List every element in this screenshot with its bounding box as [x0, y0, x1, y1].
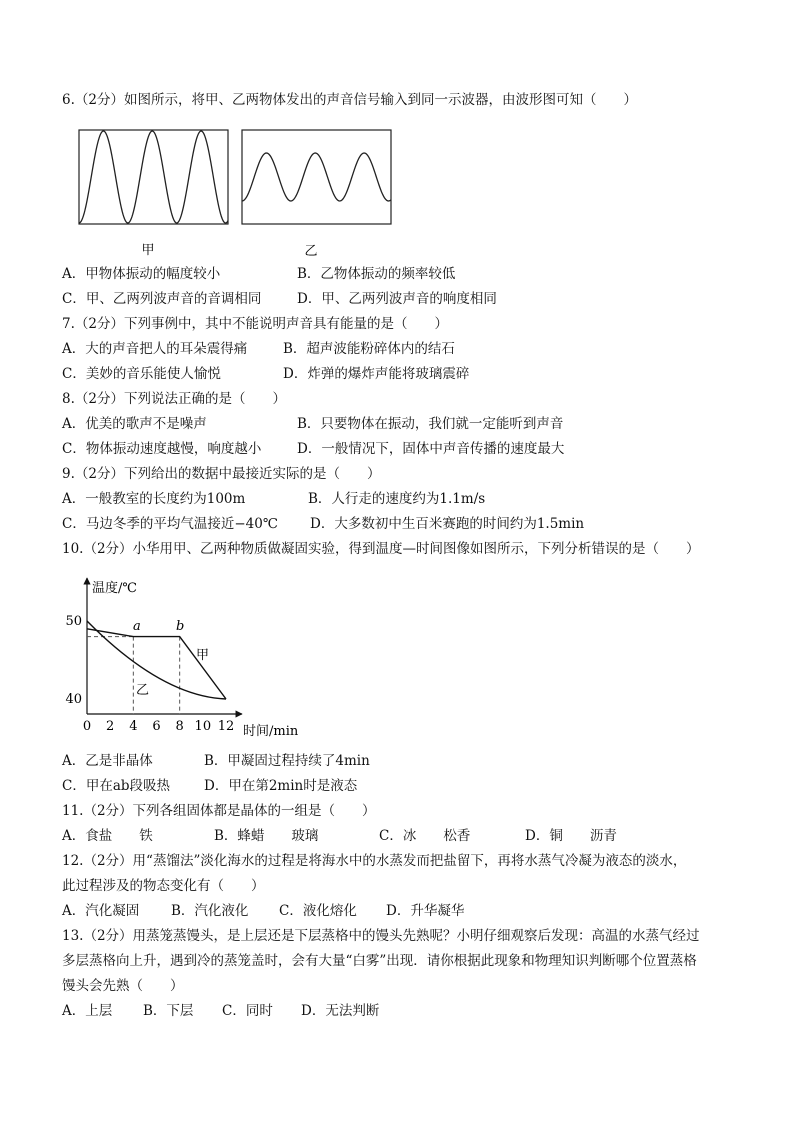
q12-option-c[interactable]: C．液化熔化 — [279, 903, 357, 919]
q8-option-a[interactable]: A．优美的歌声不是噪声 — [62, 416, 207, 432]
x-tick-label-2: 2 — [106, 719, 115, 734]
y-tick-labels — [65, 614, 82, 707]
q13-option-d[interactable]: D．无法判断 — [301, 1003, 380, 1019]
q11-option-b[interactable]: B．蜂蜡 玻璃 — [214, 828, 319, 844]
x-tick-label-0: 0 — [82, 719, 92, 734]
q6-stem: 6.（2分）如图所示，将甲、乙两物体发出的声音信号输入到同一示波器，由波形图可知（ ） — [62, 92, 637, 108]
series-label-yi: 乙 — [136, 683, 150, 698]
y-axis-label: 温度/℃ — [92, 581, 137, 596]
q9-option-d[interactable]: D．大多数初中生百米赛跑的时间约为1.5min — [310, 516, 585, 532]
q6-option-c[interactable]: C．甲、乙两列波声音的音调相同 — [62, 291, 262, 307]
q10-stem: 10.（2分）小华用甲、乙两种物质做凝固实验，得到温度—时间图像如图所示，下列分析错误的是（ ） — [62, 541, 700, 557]
q11-stem: 11.（2分）下列各组固体都是晶体的一组是（ ） — [62, 803, 376, 819]
q7-option-d[interactable]: D．炸弹的爆炸声能将玻璃震碎 — [283, 366, 470, 382]
q12-stem-line2: 此过程涉及的物态变化有（ ） — [62, 878, 265, 894]
q13-stem-line2: 多层蒸格向上升，遇到冷的蒸笼盖时，会有大量“白雾”出现．请你根据此现象和物理知识判断哪个位置蒸格 — [62, 953, 697, 969]
q6-waveform-figure — [70, 122, 410, 262]
q12-option-d[interactable]: D．升华凝华 — [386, 903, 465, 919]
wave-yi-frame — [242, 130, 391, 224]
q13-stem-line1: 13.（2分）用蒸笼蒸馒头，是上层还是下层蒸格中的馒头先熟呢？小明仔细观察后发现：高温的水蒸气经过 — [62, 928, 700, 944]
q8-stem: 8.（2分）下列说法正确的是（ ） — [62, 391, 286, 407]
q12-option-a[interactable]: A．汽化凝固 — [62, 903, 140, 919]
q7-option-a[interactable]: A．大的声音把人的耳朵震得痛 — [62, 341, 248, 357]
q10-temperature-time-chart — [58, 572, 318, 744]
q11-option-a[interactable]: A．食盐 铁 — [62, 828, 153, 844]
q10-option-a[interactable]: A．乙是非晶体 — [62, 753, 153, 769]
point-label-b: b — [176, 619, 185, 634]
q8-option-b[interactable]: B．只要物体在振动，我们就一定能听到声音 — [297, 416, 564, 432]
q13-option-c[interactable]: C．同时 — [222, 1003, 273, 1019]
q9-option-b[interactable]: B．人行走的速度约为1.1m/s — [308, 491, 486, 507]
series-jia-line — [87, 629, 226, 699]
q7-stem: 7.（2分）下列事例中，其中不能说明声音具有能量的是（ ） — [62, 316, 448, 332]
y-tick-label-40: 40 — [65, 692, 82, 707]
q8-option-d[interactable]: D．一般情况下，固体中声音传播的速度最大 — [297, 441, 565, 457]
wave-jia-frame — [79, 130, 228, 224]
q8-option-c[interactable]: C．物体振动速度越慢，响度越小 — [62, 441, 262, 457]
x-tick-label-12: 12 — [217, 719, 235, 734]
q12-option-b[interactable]: B．汽化液化 — [171, 903, 249, 919]
wave-yi-curve — [242, 153, 391, 201]
q9-option-a[interactable]: A．一般教室的长度约为100m — [62, 491, 246, 507]
y-tick-label-50: 50 — [65, 614, 82, 629]
x-tick-label-10: 10 — [194, 719, 212, 734]
q6-option-a[interactable]: A．甲物体振动的幅度较小 — [62, 266, 221, 282]
x-tick-label-4: 4 — [129, 719, 138, 734]
q9-stem: 9.（2分）下列给出的数据中最接近实际的是（ ） — [62, 466, 381, 482]
q6-option-d[interactable]: D．甲、乙两列波声音的响度相同 — [297, 291, 497, 307]
wave-label-yi: 乙 — [304, 244, 318, 259]
wave-jia-curve — [79, 131, 228, 223]
x-tick-label-6: 6 — [152, 719, 161, 734]
series-label-jia: 甲 — [196, 648, 210, 663]
q9-option-c[interactable]: C．马边冬季的平均气温接近−40℃ — [62, 516, 278, 532]
q7-option-c[interactable]: C．美妙的音乐能使人愉悦 — [62, 366, 221, 382]
x-axis-label: 时间/min — [243, 724, 299, 739]
wave-label-jia: 甲 — [141, 243, 155, 258]
point-label-a: a — [133, 619, 141, 634]
x-tick-labels — [83, 719, 234, 734]
q13-option-b[interactable]: B．下层 — [143, 1003, 194, 1019]
q11-option-c[interactable]: C．冰 松香 — [379, 828, 471, 844]
q10-option-d[interactable]: D．甲在第2min时是液态 — [204, 778, 358, 794]
dashed-guides — [87, 637, 180, 714]
q13-option-a[interactable]: A．上层 — [62, 1003, 113, 1019]
q7-option-b[interactable]: B．超声波能粉碎体内的结石 — [283, 341, 455, 357]
q10-option-b[interactable]: B．甲凝固过程持续了4min — [204, 753, 370, 769]
x-tick-label-8: 8 — [175, 719, 184, 734]
q11-option-d[interactable]: D．铜 沥青 — [525, 828, 617, 844]
q10-option-c[interactable]: C．甲在ab段吸热 — [62, 778, 171, 794]
q12-stem-line1: 12.（2分）用“蒸馏法”淡化海水的过程是将海水中的水蒸发而把盐留下，再将水蒸气冷凝为液态的淡水， — [62, 853, 687, 869]
q13-stem-line3: 馒头会先熟（ ） — [62, 978, 184, 994]
q6-option-b[interactable]: B．乙物体振动的频率较低 — [297, 266, 456, 282]
